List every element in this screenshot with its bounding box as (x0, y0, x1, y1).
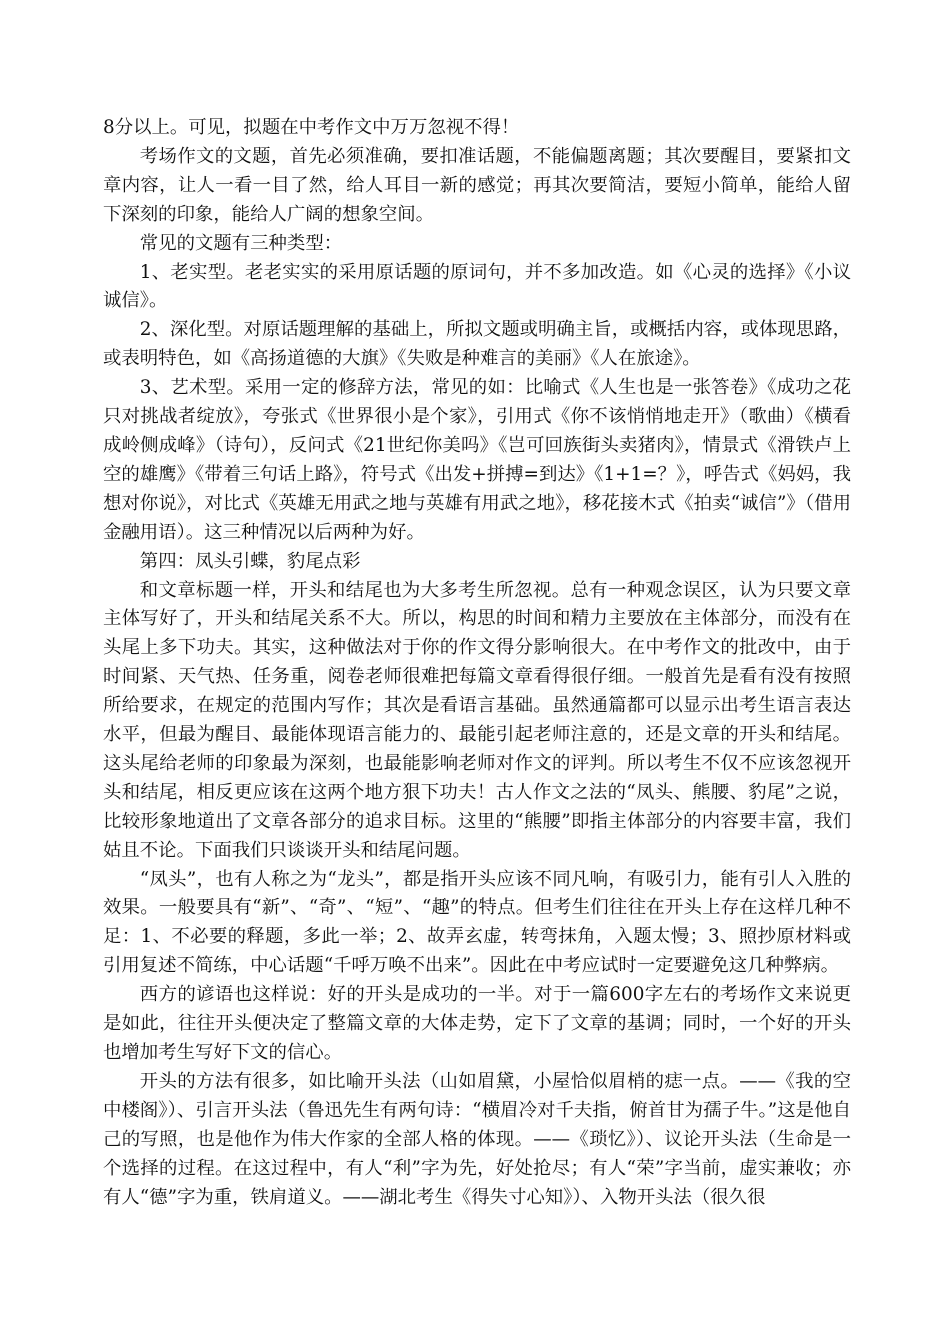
paragraph-title-requirements: 考场作文的文题，首先必须准确，要扣准话题，不能偏题离题；其次要醒目，要紧扣文章内容，让人一看一目了然，给人耳目一新的感觉；再其次要简洁，要短小简单，能给人留下深刻的印象，能给人广阔的想象空间。 (103, 145, 851, 225)
paragraph-opening-methods: 开头的方法有很多，如比喻开头法（山如眉黛，小屋恰似眉梢的痣一点。——《我的空中楼阁》）、引言开头法（鲁迅先生有两句诗：“横眉冷对千夫指，俯首甘为孺子牛。”这是他自己的写照，也是他作为伟大作家的全部人格的体现。——《琐忆》）、议论开头法（生命是一个选择的过程。在这过程中，有人“利”字为先，好处抢尽；有人“荣”字当前，虚实兼收；亦有人“德”字为重，铁肩道义。——湖北考生《得失寸心知》）、入物开头法（很久很 (103, 1070, 851, 1208)
paragraph-western-proverb: 西方的谚语也这样说：好的开头是成功的一半。对于一篇600字左右的考场作文来说更是如此，往往开头便决定了整篇文章的大体走势，定下了文章的基调；同时，一个好的开头也增加考生写好下文的信心。 (103, 984, 851, 1063)
paragraph-phoenix-head: “凤头”，也有人称之为“龙头”，都是指开头应该不同凡响，有吸引力，能有引人入胜的效果。一般要具有“新”、“奇”、“短”、“趣”的特点。但考生们往往在开头上存在这样几种不足：1、不必要的释题，多此一举；2、故弄玄虚，转弯抹角，入题太慢；3、照抄原材料或引用复述不简练，中心话题“千呼万唤不出来”。因此在中考应试时一定要避免这几种弊病。 (103, 868, 851, 977)
paragraph-continuation: 8分以上。可见，拟题在中考作文中万万忽视不得！ (103, 117, 520, 138)
paragraph-type-artistic: 3、艺术型。采用一定的修辞方法，常见的如：比喻式《人生也是一张答卷》《成功之花只对挑战者绽放》，夸张式《世界很小是个家》，引用式《你不该悄悄地走开》（歌曲）《横看成岭侧成峰》（诗句），反问式《21世纪你美吗》《岂可回族街头卖猪肉》，情景式《滑铁卢上空的雄鹰》《带着三句话上路》，符号式《出发+拼搏=到达》《1+1=？》，呼告式《妈妈，我想对你说》，对比式《英雄无用武之地与英雄有用武之地》，移花接木式《拍卖“诚信”》（借用金融用语）。这三种情况以后两种为好。 (103, 377, 851, 543)
document-page (103, 114, 851, 1212)
paragraph-type-plain: 1、老实型。老老实实的采用原话题的原词句，并不多加改造。如《心灵的选择》《小议诚信》。 (103, 261, 851, 312)
paragraph-type-deepened: 2、深化型。对原话题理解的基础上，所拟文题或明确主旨，或概括内容，或体现思路，或表明特色，如《高扬道德的大旗》《失败是种难言的美丽》《人在旅途》。 (103, 319, 851, 370)
section-heading-fourth: 第四：凤头引蝶，豹尾点彩 (139, 550, 361, 572)
paragraph-title-types-intro: 常见的文题有三种类型： (139, 232, 343, 254)
paragraph-opening-ending: 和文章标题一样，开头和结尾也为大多考生所忽视。总有一种观念误区，认为只要文章主体写好了，开头和结尾关系不大。所以，构思的时间和精力主要放在主体部分，而没有在头尾上多下功夫。其实，这种做法对于你的作文得分影响很大。在中考作文的批改中，由于时间紧、天气热、任务重，阅卷老师很难把每篇文章看得很仔细。一般首先是看有没有按照所给要求，在规定的范围内写作；其次是看语言基础。虽然通篇都可以显示出考生语言表达水平，但最为醒目、最能体现语言能力的、最能引起老师注意的，还是文章的开头和结尾。这头尾给老师的印象最为深刻，也最能影响老师对作文的评判。所以考生不仅不应该忽视开头和结尾，相反更应该在这两个地方狠下功夫！古人作文之法的“凤头、熊腰、豹尾”之说，比较形象地道出了文章各部分的追求目标。这里的“熊腰”即指主体部分的内容要丰富，我们姑且不论。下面我们只谈谈开头和结尾问题。 (103, 579, 851, 861)
